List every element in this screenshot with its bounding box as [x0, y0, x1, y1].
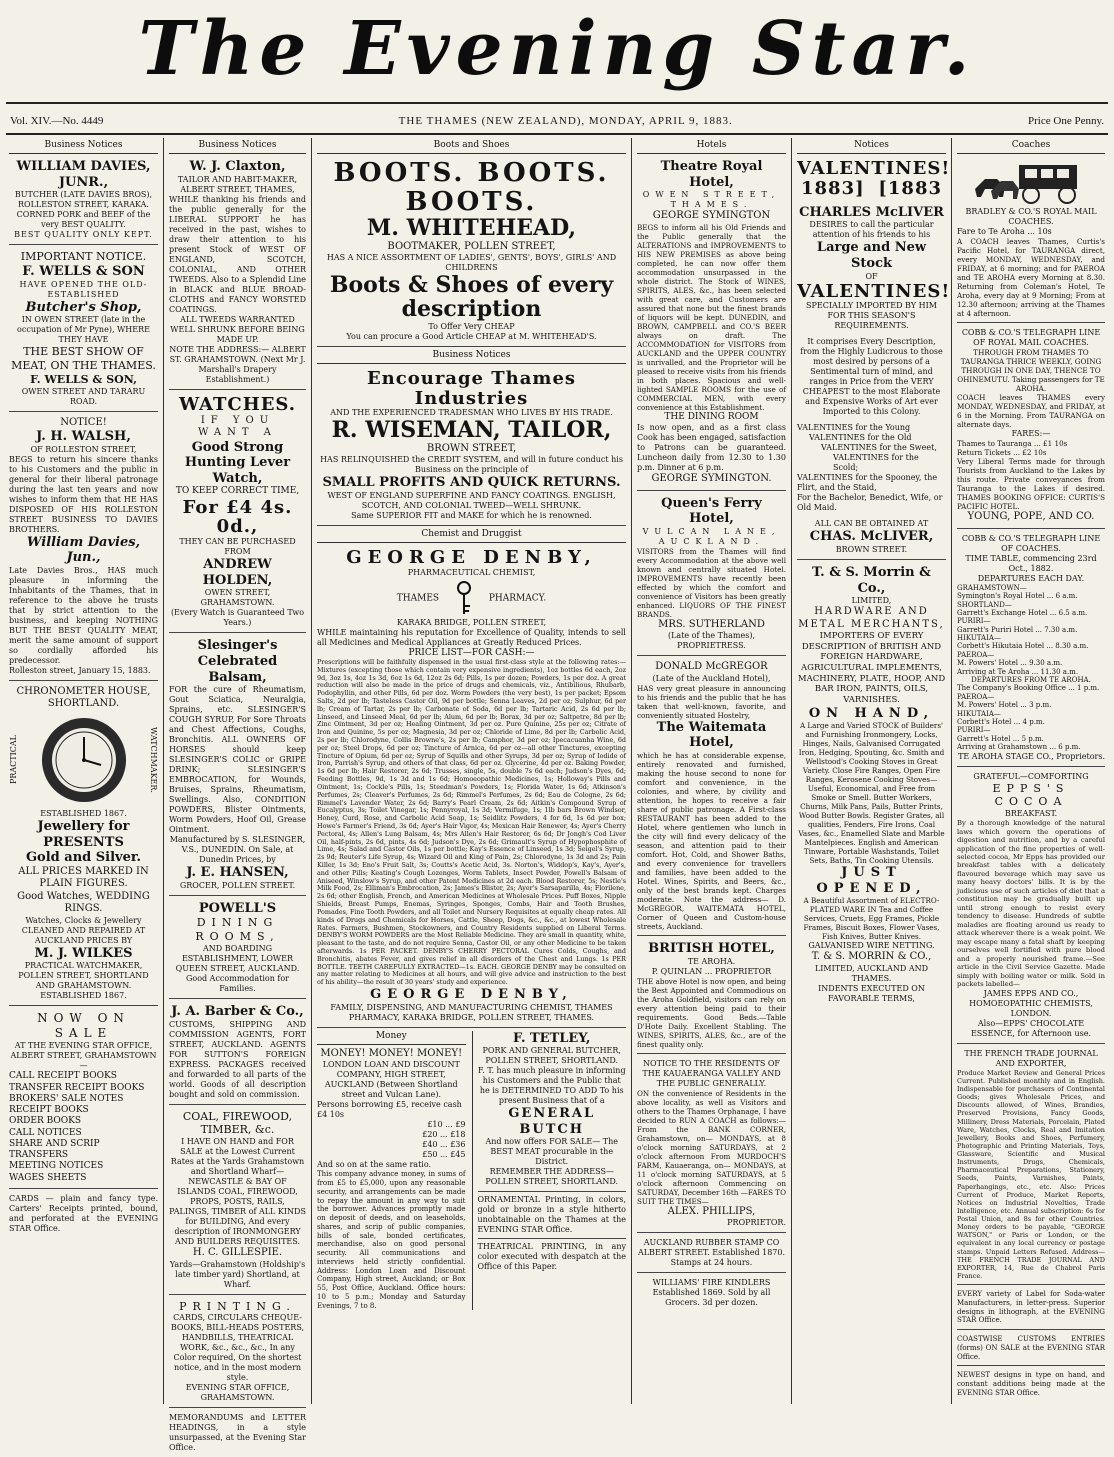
list-item: M. Powers' Hotel ... 9.30 a.m. [957, 659, 1063, 668]
ad-text: THAMES [396, 593, 440, 604]
ad-title: VALENTINES! [797, 158, 951, 180]
list-item: The Company's Booking Office ... 1 p.m. [957, 684, 1100, 693]
ad-heading: GRATEFUL—COMFORTING [973, 771, 1089, 781]
valentines-list [797, 423, 946, 513]
ad-text: TIME TABLE, commencing 23rd Oct., 1882. [965, 553, 1097, 573]
ad-text: WHILE maintaining his reputation for Excellence of Quality, intends to sell all Medicines and Medical Appliances at Greatly Reduced Prices. [317, 627, 626, 647]
ad-heading: THE DINING ROOM [664, 411, 759, 422]
ad-text: Fare to Te Aroha ... 10s [957, 227, 1052, 237]
ad-heading: PRICE LIST—FOR CASH:— [408, 647, 535, 658]
ad-title: SMALL PROFITS AND QUICK RETURNS. [322, 475, 621, 491]
list-item: For the Bachelor, Benedict, Wife, or Old Maid. [797, 493, 943, 513]
ad-title: EPPS'S COCOA [992, 781, 1070, 809]
ad-subtitle: PORK AND GENERAL BUTCHER, POLLEN STREET, SHORTLAND. [482, 1046, 621, 1066]
ad-text: A Large and Varied STOCK of Builders' and Furnishing Ironmongery, Locks, Hinges, Nails, Galvanised Corrugated Iron, Hedging, Spouting, &c. Smith and Wellstood's Cooking Stoves in Great Variety. Close Fire Ranges, Open Fire Ranges, Kerosene Cooking Stoves— Useful, Economical, and Free from Smoke or Smell. Butter Workers, Churns, Milk Pans, Pails, Butter Prints, Wood Butter Bowls. Register Grates, all qualities, Fenders, Fire Irons, Coal Vases, &c., Enamelled Slate and Marble Mantelpieces. English and American Tinware, Portable Washstands, Toilet Sets, Baths, Tin Cooking Utensils. [798, 721, 945, 866]
ad-text: REMEMBER THE ADDRESS— POLLEN STREET, SHORTLAND. [485, 1167, 619, 1187]
ad-davies-butcher [9, 157, 158, 245]
ad-text: I HAVE ON HAND and FOR SALE at the Lowest Current Rates at the Yards Grahamstown and Shortland Wharf— NEWCASTLE & BAY OF ISLANDS COAL, FIREWOOD, PROPS, POSTS, RAILS, PALINGS, TIMBER of ALL KINDS for BUILDING, And every description of IRONMONGERY AND BUILDERS REQUISITES. [169, 1137, 306, 1247]
ad-waitemata-hotel [637, 659, 786, 936]
ad-title: NOW ON SALE [37, 1011, 130, 1041]
ad-text: KARAKA BRIDGE, POLLEN STREET, [396, 617, 547, 627]
ad-title: Encourage Thames Industries [366, 367, 577, 409]
ad-text: THEY CAN BE PURCHASED FROM [179, 537, 296, 557]
ad-text: This company advance money, in sums of from £5 to £5,000, upon any reasonable security, and arrangements can be made to repay the amount in any way to suit the borrower. Advances promptly made on deposit of deeds, and on leaseholds, shares, and scrip of public companies, bills of sale, bonded certificates, merchandise, also on good personal security. All communications and interviews held strictly confidential. Address: London Loan and Discount Company, High street, Auckland; or Box 55, Post Office, Auckland. Office hours: 10 to 5 p.m.; Monday and Saturday Evenings, 7 to 8. [317, 1170, 466, 1310]
ad-text: TO KEEP CORRECT TIME, [175, 486, 300, 497]
ad-text: Yards—Grahamstown (Holdship's late timber yard) Shortland, at Wharf. [169, 1259, 306, 1289]
coach-icon [971, 159, 1091, 205]
list-item: £10 ... £9 [427, 1120, 466, 1130]
ad-text: TE AROHA STAGE CO., Proprietors. [958, 751, 1105, 761]
ad-text: OWEN STREET AND TARARU ROAD. [21, 386, 146, 406]
ad-text: To Offer Very CHEAP [428, 321, 515, 331]
ad-title: F. WELLS & SON [22, 264, 145, 280]
ad-text: A Beautiful Assortment of ELECTRO-PLATED WARE IN Tea and Coffee Services, Cruets, Egg Frames, Pickle Frames, Biscuit Boxes, Flower Vases, Fish Knives, Butter Knives. [803, 896, 940, 942]
ad-text: LIMITED, [851, 596, 892, 606]
ad-barber-co [169, 1002, 306, 1105]
list-item: £40 ... £36 [422, 1140, 466, 1150]
ad-cobb-coaches [957, 326, 1105, 529]
money-section [317, 1031, 466, 1311]
year-right: [1883 [878, 178, 942, 200]
ad-british-hotel [637, 939, 786, 1054]
list-item: PAEROA— [957, 692, 995, 701]
tetley-section [472, 1031, 627, 1311]
list-item: And so on at the same ratio. [317, 1160, 432, 1170]
ad-text: THE above Hotel is now open, and being the Best Appointed and Commodious on the Aroha Goldfield, visitors can rely on every attention being paid to their requirements. Good Beds.—Table D'Hote Daily. Excellent Stabling. The WINES, SPIRITS, ALES, &c., are of the finest quality only. [637, 976, 786, 1049]
ad-title: YOUNG, POPE, AND CO. [967, 511, 1095, 523]
ad-text: Is now open, and as a first class Cook has been engaged, satisfaction to Patrons can be guaranteed. Luncheon daily from 12.30 to 1.30 p.m. Dinner at 6 p.m. [637, 423, 786, 473]
dateline [10, 112, 1104, 130]
ad-text: GALVANISED WIRE NETTING. [808, 941, 935, 951]
list-item: HIKUTAIA— [957, 634, 1001, 643]
ad-title: T. & S. Morrin & Co., [812, 565, 931, 596]
ad-text: DESIRES to call the particular attention of his friends to his [809, 220, 934, 240]
ad-text: Gold and Silver. [25, 850, 142, 866]
column-boots-and-shoes [312, 138, 632, 1404]
ad-text: Manufactured by S. SLESINGER, V.S., DUNEDIN. On Sale, at Dunedin Prices, by [169, 835, 306, 865]
ad-text: CUSTOMS, SHIPPING AND COMMISSION AGENTS, FORT STREET, AUCKLAND. AGENTS FOR SUTTON'S FOREIGN EXPRESS. PACKAGES received and forwarded to all parts of the world. Goods of all description bought and sold on commission. [169, 1019, 306, 1099]
masthead [0, 0, 1114, 98]
list-item: TRANSFER RECEIPT BOOKS [9, 1082, 145, 1093]
ad-watches-holden [169, 393, 306, 634]
ad-title: GEORGE DENBY, [370, 987, 573, 1003]
list-item: VALENTINES for the Sweet, [821, 443, 937, 453]
ad-side-text: WATCHMAKER. [149, 726, 158, 793]
ad-now-on-sale [9, 1009, 158, 1189]
ad-title: MONEY! MONEY! MONEY! [320, 1047, 463, 1059]
ad-wiseman-tailor [317, 367, 626, 526]
clock-icon [39, 715, 129, 805]
ad-title: GEORGE SYMINGTON. [651, 473, 772, 485]
ad-title: POWELL'S [198, 900, 277, 916]
ad-text: CARDS, CIRCULARS CHEQUE-BOOKS, BILL-HEADS POSTERS, HANDBILLS, THEATRICAL WORK, &c., &c., &c., In any Color required, On the shortest notice, and in the most modern style. [170, 1313, 305, 1383]
list-item: Arriving at Te Aroha ... 11.30 a.m. [957, 667, 1079, 676]
ad-text: Good Watches, WEDDING RINGS. [17, 890, 150, 915]
ad-text: IN OWEN STREET (late in the occupation of Mr Pyne), WHERE THEY HAVE [17, 315, 150, 345]
ad-title: BRITISH HOTEL, [648, 941, 775, 957]
ad-text: Same SUPERIOR FIT and MAKE for which he is renowned. [351, 510, 592, 520]
ad-newest-designs: NEWEST designs in type on hand, and constant additions being made at the EVENING STAR Office. [957, 1371, 1105, 1397]
ad-text: ESTABLISHED 1867. [40, 991, 127, 1001]
list-item: VALENTINES for the Young [797, 423, 911, 433]
ad-subtitle: BROWN STREET, [426, 442, 517, 454]
ad-text: BREAKFAST. [1004, 809, 1058, 819]
ad-theatre-royal-hotel [637, 157, 786, 490]
ad-title: Slesinger's Celebrated Balsam, [197, 638, 278, 685]
ad-text: Large and New Stock [816, 240, 927, 272]
ad-text: BEST QUALITY ONLY KEPT. [14, 230, 153, 240]
price-label: Price One Penny. [1028, 115, 1104, 127]
list-item: £50 ... £45 [422, 1150, 466, 1160]
list-item: M. Powers' Hotel ... 3 p.m. [957, 701, 1052, 710]
ad-text: WHILE thanking his friends and the public generally for the LIBERAL SUPPORT he has received in the past, wishes to draw their attention to his present Stock of WEST OF ENGLAND, SCOTCH, COLONIAL, AND OTHER TWEEDS. Also to a Splendid Line in BLACK and BLUE BROAD-CLOTHS and FANCY WORSTED COATINGS. [169, 194, 306, 314]
masthead-rule-bottom [6, 133, 1108, 135]
year-row [797, 179, 946, 199]
list-item: Persons borrowing £5, receive cash £4 10s [317, 1100, 462, 1120]
ad-text: ON the convenience of Residents in the above locality, as well as Visitors and others to the Thames Orphanage, I have decided to RUN A COACH as follows:— From the BANK CORNER, Grahamstown, on— MONDAYS, at 8 o'clock morning SATURDAYS, at 2 o'clock afternoon From MURDOCH'S FARM, Kauaeranga, on— MONDAYS, at 11 o'clock morning SATURDAYS, at 5 o'clock afternoon Commencing on SATURDAY, December 16th —FARES TO SUIT THE TIMES— [637, 1088, 786, 1206]
ad-title: HARDWARE AND METAL MERCHANTS, [798, 606, 945, 630]
ad-coach-notice [637, 1057, 786, 1234]
ad-title: Theatre Royal Hotel, [660, 159, 763, 190]
ad-timetable [957, 532, 1105, 767]
ad-title: BOOTS. BOOTS. BOOTS. [333, 158, 610, 217]
ad-text: THROUGH FROM THAMES TO TAURANGA THRICE WEEKLY, GOING THROUGH IN ONE DAY, THENCE TO OHINEMUTU. Taking passengers for TE AROHA. [957, 348, 1105, 394]
ad-title: H. C. GILLESPIE. [192, 1247, 283, 1259]
ad-memorandums: MEMORANDUMS and LETTER HEADINGS, in a style unsurpassed, at the Evening Star Office. [169, 1413, 306, 1453]
newspaper-title: The Evening Star. [138, 6, 976, 92]
ad-title: JAMES EPPS AND CO., HOMOEOPATHIC CHEMISTS, LONDON. [969, 988, 1093, 1018]
ad-title: WILLIAM DAVIES, JUNR., [16, 159, 151, 190]
ad-text: which he has at considerable expense, entirely renovated and furnished, making the house second to none for comfort and convenience, in the colonies, and where, by civility and attention, he hopes to receive a fair share of public patronage. A First-class RESTAURANT has been added to the Hotel, where gentlemen who lunch in the city will find every delicacy of the season, and attention paid to their comfort. Hot, Cold, and Shower Baths, and every convenience for travellers and families, have been added to the Hotel. Wines, Spirits, and Beers, &c., only of the best brands kept. Charges moderate. Note the address— D. McGREGOR, WAITEMATA HOTEL, Corner of Queen and Custom-house streets, Auckland. [637, 751, 786, 932]
ad-text: ORNAMENTAL Printing, in colors, gold or bronze in a style hitherto unobtainable on the Thames at the EVENING STAR Office. [478, 1191, 627, 1235]
ad-subtitle: OWEN STREET, THAMES. [642, 190, 781, 210]
ad-title: GEORGE SYMINGTON [652, 210, 771, 222]
list-item: Arriving at Grahamstown ... 6 p.m. [957, 743, 1081, 752]
column-header: Hotels [637, 140, 786, 154]
ad-subtitle: TAILOR AND HABIT-MAKER, ALBERT STREET, THAMES, [177, 174, 298, 194]
list-item: VALENTINES for the Spooney, the Flirt, and the Staid, [797, 473, 938, 493]
ad-text: Late Davies Bros., HAS much pleasure in informing the Inhabitants of the Thames, that in reference to the above he trusts that by strict attention to the business, and keeping NOTHING BUT THE BEST QUALITY MEAT, merit the same amount of support so cordially afforded his predecessor. [9, 565, 158, 665]
list-item: BROKERS' SALE NOTES [9, 1093, 124, 1104]
column-header: Business Notices [9, 140, 158, 154]
list-item: £20 ... £18 [422, 1130, 466, 1140]
key-icon [450, 580, 478, 616]
list-item: GRAHAMSTOWN— [957, 583, 1027, 592]
ad-subtitle: VULCAN LANE, AUCKLAND. [642, 526, 781, 546]
ad-title: J. A. Barber & Co., [171, 1003, 304, 1019]
ad-text: HAS very great pleasure in announcing to his friends and the public that he has taken that well-known, favorite, and conveniently situated Hostelry, [637, 683, 786, 720]
ad-text: PRACTICAL WATCHMAKER, POLLEN STREET, SHORTLAND AND GRAHAMSTOWN. [18, 961, 149, 991]
ad-text: AND THE EXPERIENCED TRADESMAN WHO LIVES BY HIS TRADE. [330, 408, 613, 418]
ad-title: Boots & Shoes of every description [329, 272, 614, 323]
ad-heading: DEPARTURES EACH DAY. [977, 573, 1085, 583]
ad-chronometer-house [9, 684, 158, 1006]
list-item: Garrett's Hotel ... 5 p.m. [957, 734, 1044, 743]
ad-text: PHARMACY. [488, 593, 547, 604]
ad-customs-entries: COASTWISE CUSTOMS ENTRIES (forms) ON SALE at the EVENING STAR Office. [957, 1333, 1105, 1366]
ad-text: (Every Watch is Guaranteed Two Years.) [170, 608, 305, 628]
masthead-rule-top [6, 102, 1108, 104]
ad-title: F. WELLS & SON, [30, 372, 137, 386]
ad-walsh-notice [9, 415, 158, 681]
ad-morrin-hardware [797, 563, 946, 1008]
ad-text: NOTE THE ADDRESS:— ALBERT ST. GRAHAMSTOWN. (Next Mr J. Marshall's Drapery Establishment.) [169, 344, 306, 384]
ad-title: CHARLES McLIVER [799, 204, 944, 220]
ad-soda-labels: EVERY variety of Label for Soda-water Manufacturers, in letter-press. Superior designs in lithograph, at the EVENING STAR Office. [957, 1288, 1105, 1330]
ad-text: A COACH leaves Thames, Curtis's Pacific Hotel, for TAURANGA direct, every MONDAY, WEDNESDAY, and FRIDAY, at 6 morning; and for PAEROA and TE AROHA every Morning at 8.30. Returning from Coleman's Hotel, Te Aroha, every day at 9 Morning; From at 12.30 afternoon; arriving at the Thames at 4 afternoon. [957, 237, 1105, 319]
ad-title: William Davies, Jun., [26, 534, 141, 566]
ad-powells-dining [169, 899, 306, 999]
ad-text: Watches, Clocks & Jewellery CLEANED AND REPAIRED AT AUCKLAND PRICES BY [21, 915, 146, 945]
ad-claxton-tailor [169, 157, 306, 390]
list-item: ORDER BOOKS [9, 1116, 82, 1127]
ad-text: HAVE OPENED THE OLD-ESTABLISHED [19, 279, 148, 299]
ad-heading: NOTICE! [60, 416, 107, 428]
ad-title: GEORGE DENBY, [346, 546, 597, 568]
ad-subtitle: PHARMACEUTICAL CHEMIST, [407, 567, 536, 577]
list-item: Garrett's Puriri Hotel ... 7.30 a.m. [957, 625, 1078, 634]
ad-bradley-coaches [957, 157, 1105, 323]
list-item: Thames to Tauranga ... £1 10s [957, 439, 1068, 449]
ad-text: VISITORS from the Thames will find every Accommodation at the above well known and centrally situated Hotel. IMPROVEMENTS have recently been effected by which the comfort and convenience of Visitors has been greatly enhanced. LIQUORS OF THE FINEST BRANDS. [637, 546, 786, 619]
ad-rubber-stamp: AUCKLAND RUBBER STAMP CO ALBERT STREET. Established 1870. Stamps at 24 hours. [637, 1236, 786, 1273]
ad-heading: FARES:— [1011, 429, 1051, 439]
ad-text: You can procure a Good Article CHEAP at M. WHITEHEAD'S. [346, 331, 597, 341]
ad-text: P. QUINLAN ... PROPRIETOR [651, 966, 772, 976]
ad-fire-kindlers: WILLIAMS' FIRE KINDLERS Established 1869. Sold by all Grocers. 3d per dozen. [652, 1278, 771, 1308]
ad-text: WEST OF ENGLAND SUPERFINE AND FANCY COATINGS. ENGLISH, SCOTCH, AND COLONIAL TWEED—WELL SHRUNK. [327, 490, 616, 510]
ad-title: J. H. WALSH, [36, 429, 131, 445]
list-item: Corbett's Hikutaia Hotel ... 8.30 a.m. [957, 642, 1089, 651]
ad-text: CORNED PORK and BEEF of the very BEST QUALITY. [16, 210, 151, 230]
ad-title: JUST OPENED, [816, 865, 927, 896]
ad-text: And now offers FOR SALE— The BEST MEAT procurable in the District. [485, 1137, 618, 1167]
list-item: SHORTLAND— [957, 600, 1012, 609]
ad-date: Rolleston street, January 15, 1883. [9, 665, 151, 675]
year-left: 1883] [801, 178, 865, 200]
ad-text: THEATRICAL PRINTING, in any color executed with despatch at the Office of this Paper. [478, 1238, 627, 1272]
ad-text: ALL TWEEDS WARRANTED WELL SHRUNK BEFORE BEING MADE UP. [170, 314, 305, 344]
price-list-text: Prescriptions will be faithfully dispensed in the usual first-class style at the following rates:—Mixtures (excepting those which contain very expensive ingredients), 1oz bottles 6d each, 2oz 9d, 3oz 1s, 4oz 1s 3d, 6oz 1s 6d, 12oz 2s 6d; Pills, 1s per dozen; Powders, 1s per doz. A great reduction will also be made in the price of drugs and chemicals, viz., Antibilious, Rhubarb, Podophyllin, and other Pills, 6d per doz. Worm Powders (the very best), 1s per packet; Epsom Salts, 2d per lb; Tasteless Castor Oil, 9d per bottle; Senna Leaves, 2d per oz; Sulphur, 6d per lb; Cream of Tartar, 2s per lb; Carbonate of Soda, 6d per lb; Tartaric Acid, 2s 6d per lb; Linseed, and Linseed Meal, 6d per lb; Alum, 6d per lb; Borax, 3d per oz; Saltpetre, 8d per lb; Zinc Ointment, 3d per oz; Healing Ointment, 3d per oz. Pure Quinine, 25s per oz; Citrate of Iron and Quinine, 5s per oz; Magnesia, 3d per oz; Chloride of Lime, 8d per lb; Carbolic Acid, 2s per lb; Chlorodyne, Collis Browne's, 2s per lb; Camphor, 3d per oz; Ipecacuanha Wine, 6d per oz; Steel Drops, 6d per oz; Tincture of Arnica, 6d per oz—all other Tinctures, excepting Tincture of Opium, 6d per oz; Syrup of Squills and other Syrups, 3d per oz; Syrup of Iodide of Iron, Parrish's Syrup, and others of that class, 6d per oz. Glycerine, 4d per oz. Baking Powder, 1s 6d per lb; Hair Restorer, 2s 6d; Trusses, single, 5s, double 7s 6d each; Judson's Dyes, 6d; Feeding Bottles, 9d, 1s 3d and 1s 6d; Homoeopathic Medicines, 1s; Holloway's Pills and Ointment, 1s; Cockle's Pills, 1s; Steedman's Powders, 1s; Florida Water, 1s 6d; Atkinson's Perfumes, 2s; Cleaver's Perfumes, 2s 6d; Rimmel's Perfumes, 2s 6d; Eau de Cologne, 2s 6d; Rimmel's Lavender Water, 2s 6d; Barry's Pearl Cream, 2s 6d; Aitkin's Compound Syrup of Eucalyptus, 3s; Toilet Vinegar, 1s; Pennyroyal, 1s 3d; Vermifuge, 1s; 1lb bars Brown Windsor, Honey, Curd, Rose, and Carbolic Acid Soap, 1s; Seidlitz Powders, 4 for 6d, 1s 6d per box; Howe's Farmer's Friend, 3s 6d; Ayer's Hair Vigor, 4s; Mexican Hair Renewer, 4s; Ayer's Cherry Pectoral, 4s; Allen's Lung Balsam, 4s; Mrs Allen's Hair Restorer, 6s 6d; Dr Jongh's Cod Liver Oil, half-pints, 2s 6d, pints, 4s 6d; Judson's Dye, 2s 6d; Grimault's Syrup of Hypophosphite of Lime, 4s; Salad and Castor Oils, 1s per bottle; Kay's Essence of Linseed, 1s 3d; Seigel's Syrup, 2s 9d; Reuter's Life Syrup, 4s; Wizard Oil and King of Pain, 2s; Chlorodyne, 1s 3d and 2s; Pain Killer, 1s 3d; Eno's Fruit Salt, 3s; Coutts's Acetic Acid, 3s. Norton's, Widdop's, Kay's, Ayer's, and other Pills; Keating's Cough Lozenges, Worm Tablets, Insect Powder, Powell's Balsam of Aniseed, Winslow's Syrup, and other Patent Medicines at 2d each. Blood Restorer, 5s; Nestle's Milk Food, 2s; Elliman's Embrocation, 2s; James's Blister, 2s; Ayer's Sarsaparilla, 4s; Florilene, 2s 6d; other English, French, and American Medicines at Wholesale Prices. Puff Boxes, Nipple Shields, Breast Pumps, Enemas, Syringes, Sponges, Combs, Hair and Tooth Brushes, Pomades, Fine Tooth Powders, and all Toilet and Nursery Requisites at equally cheap rates. All kinds of Drugs and Chemicals for Horses, Cattle, Sheep, Dogs, &c., &c., at lowest Wholesale Rates. Farmers, Bushmen, Stockowners, and Country Residents supplied on Liberal Terms. DENBY'S WORM POWDERS are the Most Reliable Medicine. They are small in quantity, white, pleasant to the taste, and do not require Senna, Castor Oil, or any other Medicine to be taken afterwards. 1s PER PACKET. DENBY'S CHERRY PECTORAL Cures Colds, Coughs, and Bronchitis, abates Fever, and gives relief in all disorders of the Chest and Lungs. 1s PER BOTTLE. TEETH CAREFULLY EXTRACTED—1s. EACH. GEORGE DENBY may be consulted on any matter relating to Medicines at all hours, and will give advice and instruction to the best of his ability—the result of 30 years' study and experience. [317, 657, 626, 987]
ad-title: CHAS. McLIVER, [809, 529, 934, 545]
column-hotels [632, 138, 792, 1404]
ad-text: BEGS to inform all his Old Friends and the Public generally that the ALTERATIONS and IMPROVEMENTS to HIS NEW PREMISES as above being completed, he can now offer them accommodation unsurpassed in the whole district. The Stock of WINES, SPIRITS, ALES, &c., has been selected with great care, and Customers are assured that none but the finest brands of liquors will be kept. DUNEDIN, and BROWN, CAMPBELL and CO.'S BEER always on draft. The ACCOMMODATION for VISITORS from AUCKLAND and the UPPER COUNTRY is unrivalled, and the Proprietor will be pleased to receive visits from his friends in both places. Spacious and well-lighted SAMPLE ROOMS for the use of COMMERCIAL MEN, with every convenience at this Establishment. [637, 222, 786, 412]
loan-rates [317, 1100, 466, 1170]
ad-title: Butcher's Shop, [25, 299, 142, 315]
ad-whitehead-boots [317, 157, 626, 346]
ad-text: HAS RELINQUISHED the CREDIT SYSTEM, and will in future conduct his Business on the principle of [320, 455, 623, 475]
ad-text: ALL PRICES MARKED IN PLAIN FIGURES. [18, 865, 149, 890]
ad-french-trade-journal [957, 1047, 1105, 1285]
ad-text: INDENTS EXECUTED ON FAVORABLE TERMS, [818, 983, 925, 1003]
ad-title: PRINTING. [179, 1299, 296, 1313]
list-item: PURIRI— [957, 726, 991, 735]
ad-price: For £4 4s. 0d., [182, 496, 293, 538]
ad-text: SPECIALLY IMPORTED BY HIM FOR THIS SEASON'S REQUIREMENTS. [806, 301, 937, 331]
ad-text: HAS A NICE ASSORTMENT OF LADIES', GENTS', BOYS', GIRLS' AND CHILDRENS [326, 253, 617, 273]
list-item: Symington's Royal Hotel ... 6 a.m. [957, 592, 1078, 601]
ad-title: Queen's Ferry Hotel, [661, 495, 762, 527]
ad-slesinger-balsam [169, 636, 306, 895]
ad-valentines [797, 157, 951, 560]
ad-text: Produce Market Review and General Prices Current. Published monthly and in English. Indispensable for purchasers of Continental Goods; gives Wholesale Prices, and Discounts allowed, of Wines, Brandies, Preserved Provisions, Fancy Goods, Millinery, Dress Materials, Porcelain, Plated Ware, Watches, Clocks, Real and Imitation Jewellery, Books and Shoes, Perfumery, Photographic and Printing Materials, Toys, Glassware, Scientific and Musical Instruments, Drugs, Chemicals, Pharmaceutical Preparations, Stationery, Seeds, Paints, Varnishes, Paints, Paperhangings, etc., etc. Also: Prices Current of Produce, Market Reports, Notices on Industrial Novelties, Trade Intelligence, etc. Annual subscription: 6s for Postal Union, and 8s for other Countries. Money orders to be payable, "GEORGE WATSON," or Paris or London, or the equivalent in any local currency or postage stamps. Unpaid Letters Refused. Address—THE FRENCH TRADE JOURNAL AND EXPORTER, 14, Rue de Chabrol Paris France. [957, 1068, 1105, 1280]
ad-text: FOR the cure of Rheumatism, Gout Sciatica, Neuralgia, Sprains, etc. SLESINGER'S COUGH SYRUP, For Sore Throats and Chest Affections, Coughs, Bronchitis. ALL OWNERS OF HORSES should keep SLESINGER'S COLIC or GRIPE DRINK; SLESINGER'S EMBROCATION, for Wounds, Bruises, Sprains, Rheumatism, Swellings. Also, CONDITION POWDERS, Blister Ointments, Worm Powders, Hoof Oil, Grease Ointment. [169, 685, 306, 835]
column-header: Business Notices [169, 140, 306, 154]
ad-title: M. WHITEHEAD, [366, 215, 577, 242]
ad-title: DONALD McGREGOR [655, 661, 768, 673]
ad-title: J. E. HANSEN, [186, 865, 289, 881]
ad-coal-firewood [169, 1108, 306, 1295]
volume-number: Vol. XIV.—No. 4449 [10, 115, 104, 127]
ad-title: ALEX. PHILLIPS, [667, 1205, 756, 1217]
ad-cards: CARDS — plain and fancy type. Carters' Receipts printed, bound, and perforated at the EVENING STAR Office. [9, 1193, 158, 1233]
timetable-list [957, 584, 1105, 752]
ad-title: W. J. Claxton, [189, 159, 286, 175]
list-item: SHARE AND SCRIP TRANSFERS [9, 1138, 100, 1161]
ad-text: BEGS to return his sincere thanks to his Customers and the public in general for their liberal patronage during the last ten years and now wishes to inform them that HE HAS DISPOSED OF HIS ROLLESTON STREET BUSINESS TO DAVIES BROTHERS. [9, 454, 158, 534]
list-item: Garrett's Exchange Hotel ... 6.5 a.m. [957, 608, 1088, 617]
ad-text: COACH leaves THAMES every MONDAY, WEDNESDAY, and FRIDAY, at 6 in the Morning. From TAURANGA on alternate days. [957, 393, 1105, 430]
section-header: Chemist and Druggist [317, 529, 626, 543]
ad-denby-chemist [317, 546, 626, 1028]
ad-text: By a thorough knowledge of the natural laws which govern the operations of digestion and nutrition, and by a careful application of the fine properties of well-selected cocoa, Mr Epps has provided our breakfast tables with a delicately flavoured beverage which may save us many heavy doctors' bills. It is by the judicious use of such articles of diet that a constitution may be gradually built up until strong enough to resist every tendency to disease. Hundreds of subtle maladies are floating around us ready to attack wherever there is a weak point. We may escape many a fatal shaft by keeping ourselves well fortified with pure blood and a properly nourished frame.—See article in the Civil Service Gazette. Made simply with boiling water or milk. Sold in packets labelled— [957, 819, 1105, 989]
ad-title: BRADLEY & CO.'S ROYAL MAIL COACHES. [965, 207, 1097, 227]
ad-text: Very Liberal Terms made for through Tourists from Auckland to the Lakes by this route. Private conveyances from Tauranga to the Lakes if desired. THAMES BOOKING OFFICE: CURTIS'S PACIFIC HOTEL. [957, 457, 1105, 512]
column-header: Coaches [957, 140, 1105, 154]
column-header: Notices [797, 140, 946, 154]
list-item: MEETING NOTICES [9, 1161, 104, 1172]
sale-items-list [9, 1071, 158, 1184]
ad-text: Jewellery for PRESENTS [37, 818, 130, 850]
ad-title: COAL, FIREWOOD, TIMBER, &c. [182, 1109, 293, 1137]
ad-title: NOTICE TO THE RESIDENTS OF THE KAUAERANGA VALLEY AND THE PUBLIC GENERALLY. [642, 1058, 781, 1088]
ad-wells-son [9, 248, 158, 411]
ad-title: COBB & CO.'S TELEGRAPH LINE OF COACHES. [961, 533, 1101, 553]
ad-title: R. WISEMAN, TAILOR, [331, 417, 612, 444]
ad-title: GENERAL BUTCH [508, 1106, 596, 1137]
list-item: PURIRI— [957, 617, 991, 626]
ad-title: T. & S. MORRIN & CO., [811, 951, 932, 963]
column-business-notices-1 [4, 138, 164, 1404]
ad-title: M. J. WILKES [34, 945, 133, 961]
ad-text: Also—EPPS' CHOCOLATE ESSENCE, for Afternoon use. [970, 1018, 1092, 1038]
ad-text: AT THE EVENING STAR OFFICE, ALBERT STREET, GRAHAMSTOWN— [10, 1041, 157, 1071]
section-header: Business Notices [317, 350, 626, 364]
ad-subtitle: BOOTMAKER, POLLEN STREET, [387, 240, 556, 252]
ad-text: THE BEST SHOW OF MEAT, ON THE THAMES. [11, 345, 156, 373]
ad-title: F. TETLEY, [513, 1030, 591, 1046]
ad-title: COBB & CO.'S TELEGRAPH LINE OF ROYAL MAIL COACHES. [961, 328, 1101, 348]
ad-title: ANDREW HOLDEN, [202, 557, 273, 588]
ad-text: IMPORTERS OF EVERY DESCRIPTION of BRITISH AND FOREIGN HARDWARE, AGRICULTURAL IMPLEMENTS, MACHINERY, PLATE, HOOP, AND BAR IRON, PAINTS, OILS, VARNISHES. [797, 631, 946, 705]
list-item: CALL RECEIPT BOOKS [9, 1071, 117, 1082]
ad-text: ESTABLISHED 1867. [40, 808, 127, 818]
list-item: PAEROA— [957, 650, 995, 659]
column-notices [792, 138, 952, 1404]
columns [4, 138, 1110, 1453]
list-item: RECEIPT BOOKS [9, 1105, 89, 1116]
fares-list [957, 439, 1105, 457]
ad-text: F. T. has much pleasure in informing his Customers and the Public that he is DETERMINED TO ADD To his present Business that of a [477, 1066, 626, 1106]
ad-text: BROWN STREET. [835, 545, 908, 555]
list-item: CALL NOTICES [9, 1127, 82, 1138]
ad-epps-cocoa [957, 770, 1105, 1044]
ad-text: EVENING STAR OFFICE, GRAHAMSTOWN. [185, 1383, 290, 1403]
ad-heading: IMPORTANT NOTICE. [20, 250, 147, 264]
ad-text: OF ROLLESTON STREET, [30, 444, 137, 454]
list-item: Return Tickets ... £2 10s [957, 448, 1047, 458]
list-item: VALENTINES for the Scold; [833, 453, 919, 473]
section-header: Money [317, 1031, 466, 1045]
ad-text: (Late of the Thames), PROPRIETRESS. [667, 631, 755, 651]
ad-title: DINING ROOMS, [195, 916, 280, 944]
ad-printing [169, 1298, 306, 1409]
column-header: Boots and Shoes [317, 140, 626, 154]
ad-text: FAMILY, DISPENSING, AND MANUFACTURING CHEMIST, THAMES PHARMACY, KARAKA BRIDGE, POLLEN STREET, THAMES. [330, 1002, 613, 1022]
ad-subtitle: (Late of the Auckland Hotel), [652, 673, 771, 683]
ad-subtitle: TE AROHA. [687, 956, 736, 966]
list-item: HIKUTAIA— [957, 709, 1001, 718]
place-date: THE THAMES (NEW ZEALAND), MONDAY, APRIL 9, 1883. [398, 115, 733, 127]
ad-queens-ferry-hotel [637, 494, 786, 657]
ad-title: THE FRENCH TRADE JOURNAL AND EXPORTER, [964, 1048, 1098, 1068]
ad-text: AND BOARDING ESTABLISHMENT, LOWER QUEEN STREET, AUCKLAND. Good Accommodation for Families. [175, 943, 300, 993]
ad-text: OF [865, 271, 878, 281]
ad-text: OWEN STREET, GRAHAMSTOWN. [200, 588, 275, 608]
ad-side-text: PRACTICAL [9, 735, 18, 785]
ad-title: WATCHES. [178, 393, 297, 415]
list-item: Corbett's Hotel ... 4 p.m. [957, 718, 1045, 726]
ad-text: Good Strong Hunting Lever Watch, [184, 439, 291, 486]
ad-subtitle: BUTCHER (LATE DAVIES BROS), ROLLESTON STREET, KARAKA. [14, 190, 153, 210]
ad-text: PROPRIETOR. [727, 1218, 786, 1228]
ad-text: IF YOU WANT A [198, 414, 277, 439]
ad-title: CHRONOMETER HOUSE, SHORTLAND. [16, 685, 151, 710]
column-business-notices-2 [164, 138, 312, 1453]
list-item: VALENTINES for the Old [809, 433, 912, 443]
list-item: WAGES SHEETS [9, 1172, 87, 1183]
ad-text: ALL CAN BE OBTAINED AT [814, 519, 929, 529]
ad-text: LIMITED, AUCKLAND AND THAMES. [814, 963, 929, 983]
ad-text: It comprises Every Description, from the Highly Ludicrous to those most desired by persons of a Sentimental turn of mind, and ranges in Price from the VERY CHEAPEST to the most Elaborate and Expensive Works of Art ever Imported to this Colony. [800, 337, 943, 417]
list-item: DEPARTURES FROM TE AROHA. [971, 676, 1091, 685]
ad-title: The Waitemata Hotel, [656, 719, 767, 751]
ad-text: GROCER, POLLEN STREET. [179, 880, 296, 890]
ad-text: LONDON LOAN AND DISCOUNT COMPANY, HIGH STREET, AUCKLAND (Between Shortland street and Vulcan Lane). [322, 1060, 460, 1100]
column-coaches [952, 138, 1110, 1404]
ad-title: MRS. SUTHERLAND [658, 618, 765, 630]
ad-title: ON HAND, [808, 705, 935, 721]
ad-title: VALENTINES! [797, 280, 951, 302]
